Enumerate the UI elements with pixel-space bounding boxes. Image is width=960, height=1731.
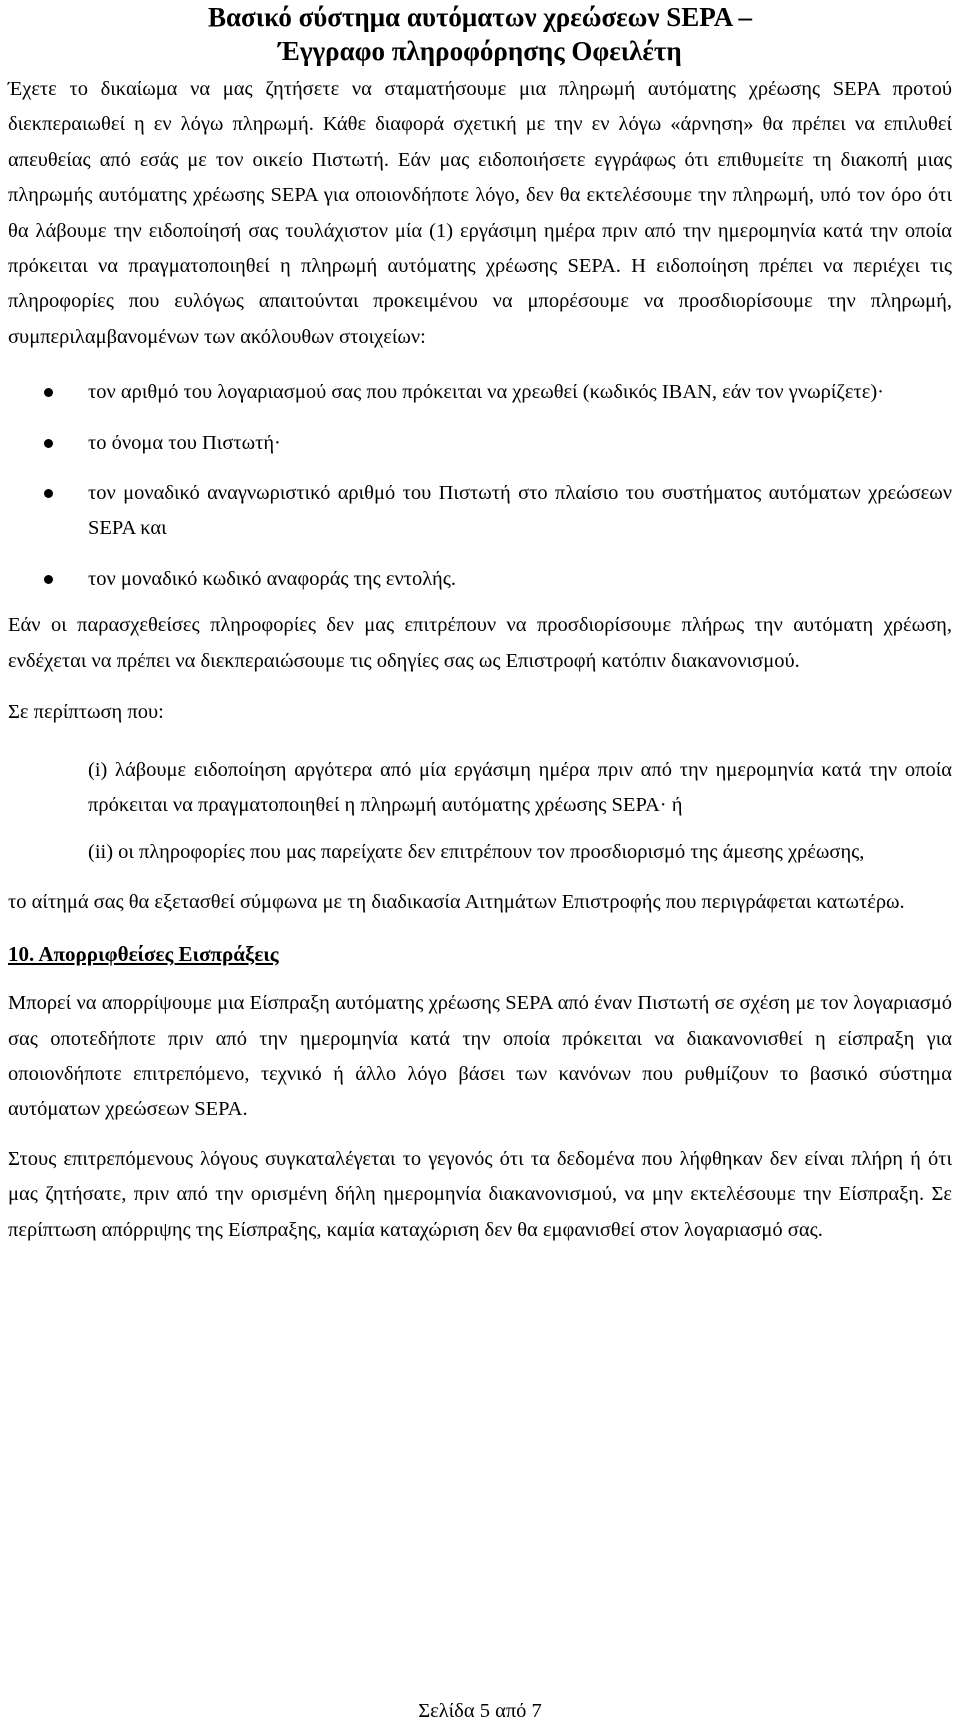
- header-title-line2: Έγγραφο πληροφόρησης Οφειλέτη: [278, 36, 682, 66]
- paragraph-in-case: Σε περίπτωση που:: [8, 701, 164, 724]
- section-heading: 10. Απορριφθείσες Εισπράξεις: [8, 942, 279, 967]
- paragraph-insufficient-info: Εάν οι παρασχεθείσες πληροφορίες δεν μας επιτρέπουν να προσδιορίσουμε πλήρως την αυτόματη χρέωση, ενδέχεται να πρέπει να διεκπεραιώσουμε τις οδηγίες σας ως Επιστροφή κατόπιν διακανονισμού.: [8, 614, 952, 672]
- case-item-i: (i) λάβουμε ειδοποίηση αργότερα από μία εργάσιμη ημέρα πριν από την ημερομηνία κατά την οποία πρόκειται να πραγματοποιηθεί η πληρωμή αυτόματης χρέωσης SEPA· ή: [88, 758, 952, 816]
- case-item-ii: (ii) οι πληροφορίες που μας παρείχατε δεν επιτρέπουν τον προσδιορισμό της άμεσης χρέωσης,: [88, 841, 865, 864]
- paragraph-refund-request: το αίτημά σας θα εξετασθεί σύμφωνα με τη διαδικασία Αιτημάτων Επιστροφής που περιγράφεται κατωτέρω.: [8, 890, 905, 913]
- page-number: Σελίδα 5 από 7: [418, 1700, 542, 1722]
- document-header: [8, 0, 952, 68]
- header-title-line1: Βασικό σύστημα αυτόματων χρεώσεων SEPA –: [207, 2, 753, 32]
- list-item: τον μοναδικό κωδικό αναφοράς της εντολής.: [8, 562, 952, 597]
- paragraph-stop-payment: Έχετε το δικαίωμα να μας ζητήσετε να σταματήσουμε μια πληρωμή αυτόματης χρέωσης SEPA προτού διεκπεραιωθεί η εν λόγω πληρωμή. Κάθε διαφορά σχετική με την εν λόγω «άρνηση» θα πρέπει να επιλυθεί απευθείας από εσάς με τον οικείο Πιστωτή. Εάν μας ειδοποιήσετε εγγράφως ότι επιθυμείτε τη διακοπή μιας πληρωμής αυτόματης χρέωσης SEPA για οποιονδήποτε λόγο, δεν θα εκτελέσουμε την πληρωμή, υπό τον όρο ότι θα λάβουμε την ειδοποίησή σας τουλάχιστον μία (1) εργάσιμη ημέρα πριν από την ημερομηνία κατά την οποία πρόκειται να πραγματοποιηθεί η πληρωμή αυτόματης χρέωσης SEPA. Η ειδοποίηση πρέπει να περιέχει τις πληροφορίες που ευλόγως απαιτούνται προκειμένου να μπορέσουμε να προσδιορίσουμε την πληρωμή, συμπεριλαμβανομένων των ακόλουθων στοιχείων:: [8, 78, 952, 348]
- list-item: το όνομα του Πιστωτή·: [8, 426, 952, 461]
- paragraph-rejected-collections: Μπορεί να απορρίψουμε μια Είσπραξη αυτόματης χρέωσης SEPA από έναν Πιστωτή σε σχέση με τον λογαριασμό σας οποτεδήποτε πριν από την ημερομηνία κατά την οποία πρόκειται να διακανονισθεί η είσπραξη για οποιονδήποτε επιτρεπόμενο, τεχνικό ή άλλο λόγο βάσει των κανόνων που ρυθμίζουν το βασικό σύστημα αυτόματων χρεώσεων SEPA.: [8, 992, 952, 1121]
- list-item: τον αριθμό του λογαριασμού σας που πρόκειται να χρεωθεί (κωδικός IBAN, εάν τον γνωρίζετε)·: [8, 375, 952, 410]
- paragraph-permitted-reasons: Στους επιτρεπόμενους λόγους συγκαταλέγεται το γεγονός ότι τα δεδομένα που λήφθηκαν δεν είναι πλήρη ή ότι μας ζητήσατε, πριν από την ορισμένη δήλη ημερομηνία διακανονισμού, να μην εκτελέσουμε την Είσπραξη. Σε περίπτωση απόρριψης της Είσπραξης, καμία καταχώριση δεν θα εμφανισθεί στον λογαριασμό σας.: [8, 1147, 952, 1241]
- list-item: τον μοναδικό αναγνωριστικό αριθμό του Πιστωτή στο πλαίσιο του συστήματος αυτόματων χρεώσεων SEPA και: [8, 476, 952, 547]
- bullet-icon: [44, 388, 53, 397]
- required-info-list: [8, 375, 952, 597]
- bullet-icon: [44, 575, 53, 584]
- bullet-icon: [44, 489, 53, 498]
- bullet-icon: [44, 439, 53, 448]
